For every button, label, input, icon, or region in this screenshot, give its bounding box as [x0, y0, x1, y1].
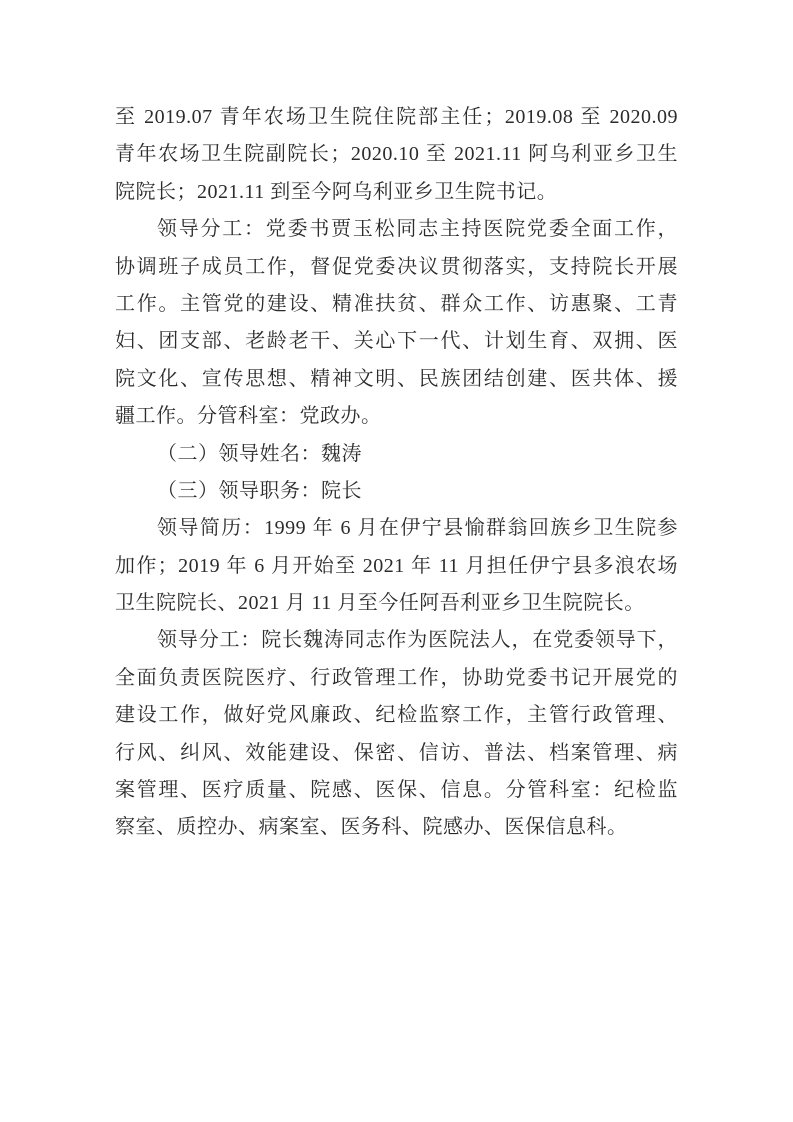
text-line: 疆工作。分管科室：党政办。 [115, 405, 382, 428]
text-line: 察室、质控办、病案室、医务科、院感办、医保信息科。 [115, 816, 628, 839]
text-line: 全面负责医院医疗、行政管理工作，协助党委书记开展党的 [115, 666, 678, 689]
text-line: 妇、团支部、老龄老干、关心下一代、计划生育、双拥、医 [115, 330, 678, 353]
document-text [115, 99, 678, 847]
text-line: 领导分工：党委书贾玉松同志主持医院党委全面工作， [157, 218, 678, 241]
text-line: 卫生院院长、2021 月 11 月至今任阿吾利亚乡卫生院院长。 [115, 592, 645, 615]
text-line: （二）领导姓名：魏涛 [157, 442, 362, 465]
text-line: 行风、纠风、效能建设、保密、信访、普法、档案管理、病 [115, 741, 678, 764]
text-line: 院文化、宣传思想、精神文明、民族团结创建、医共体、援 [115, 367, 678, 390]
text-line: 领导分工：院长魏涛同志作为医院法人，在党委领导下， [157, 629, 678, 652]
text-line: （三）领导职务：院长 [157, 479, 362, 502]
text-line: 协调班子成员工作，督促党委决议贯彻落实，支持院长开展 [115, 255, 678, 278]
text-line: 案管理、医疗质量、院感、医保、信息。分管科室：纪检监 [115, 779, 678, 802]
text-line: 领导简历：1999 年 6 月在伊宁县愉群翁回族乡卫生院参 [157, 517, 678, 540]
text-line: 院院长；2021.11 到至今阿乌利亚乡卫生院书记。 [115, 180, 558, 203]
text-line: 工作。主管党的建设、精准扶贫、群众工作、访惠聚、工青 [115, 292, 678, 315]
text-line: 建设工作，做好党风廉政、纪检监察工作，主管行政管理、 [115, 704, 678, 727]
text-line: 加作；2019 年 6 月开始至 2021 年 11 月担任伊宁县多浪农场 [115, 554, 678, 577]
text-line: 青年农场卫生院副院长；2020.10 至 2021.11 阿乌利亚乡卫生 [115, 143, 678, 166]
text-line: 至 2019.07 青年农场卫生院住院部主任；2019.08 至 2020.09 [115, 106, 678, 128]
